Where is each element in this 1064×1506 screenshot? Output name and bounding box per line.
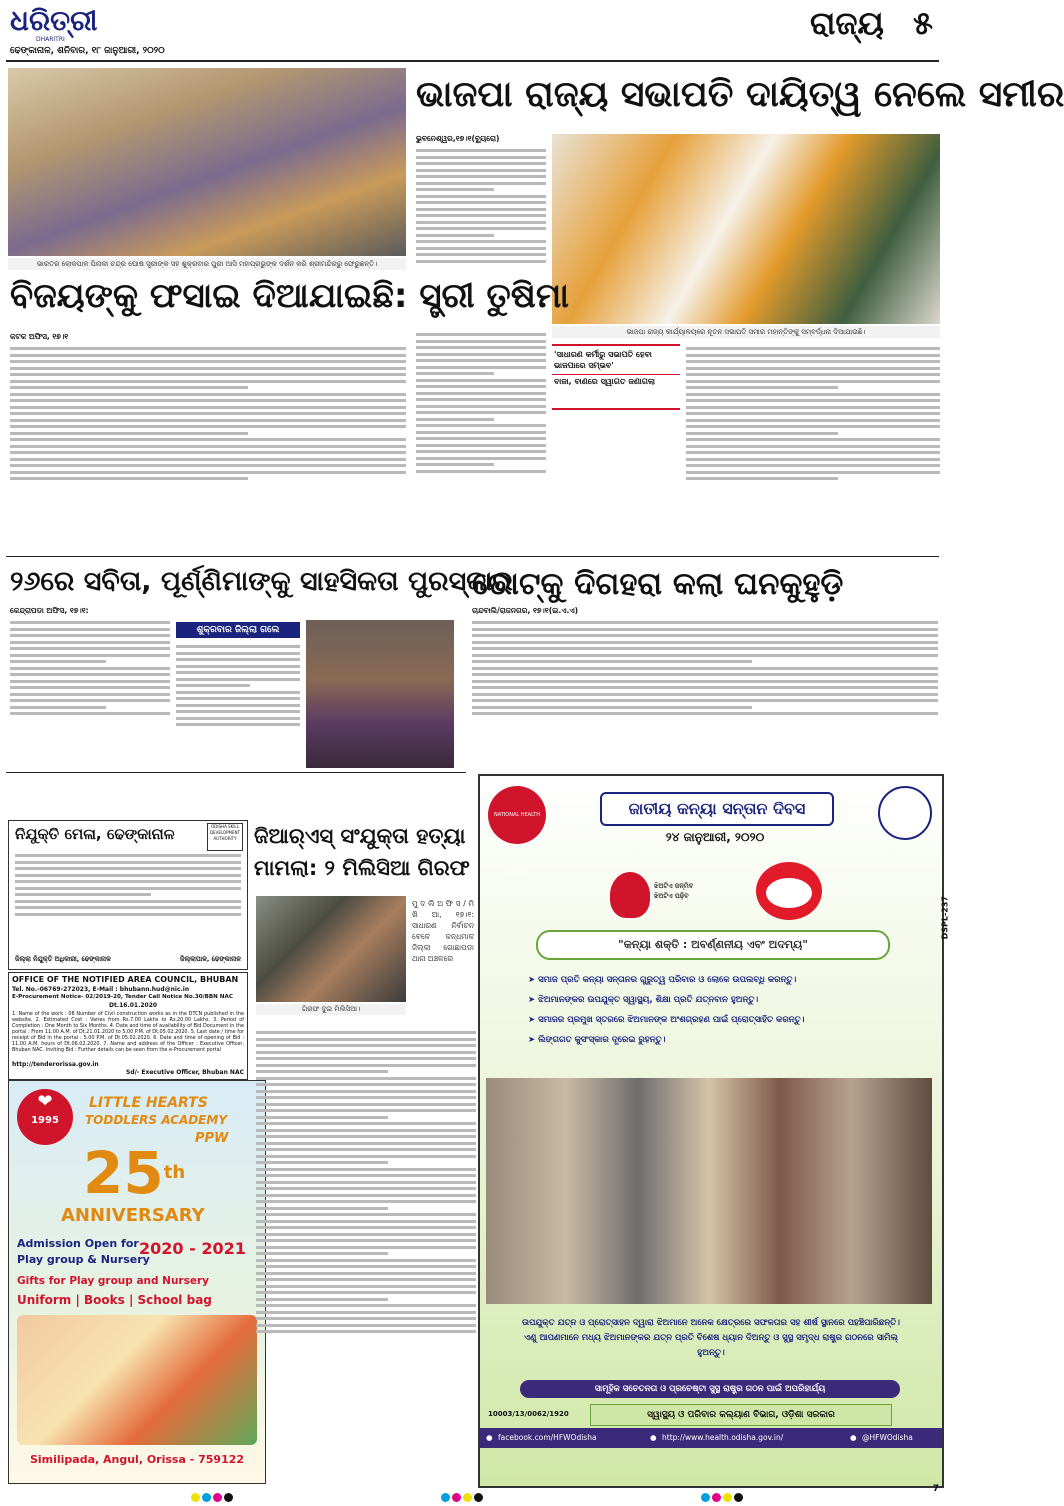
text-line-placeholder bbox=[176, 645, 300, 648]
job-fair-ad bbox=[8, 820, 248, 970]
job-fair-title: ନିଯୁକ୍ତି ମେଳା, ଢେଙ୍କାନାଳ bbox=[15, 825, 175, 843]
tender-portal-link[interactable]: http://tenderorissa.gov.in bbox=[12, 1061, 99, 1068]
text-line-placeholder bbox=[256, 1311, 476, 1314]
text-line-placeholder bbox=[256, 1090, 476, 1093]
text-line-placeholder bbox=[416, 240, 546, 243]
health-bullet-item bbox=[528, 990, 898, 1010]
text-line-placeholder bbox=[256, 1213, 476, 1216]
text-line-placeholder bbox=[256, 1239, 476, 1242]
text-line-placeholder bbox=[416, 392, 546, 395]
text-line-placeholder bbox=[416, 431, 546, 434]
tender-body: 1. Name of the work : 08 Number of Civil construction works as in the DTCN published in the website. 2. Estimated Cost : Varies from Rs.7.00 Lakhs to Rs.20.00 Lakhs. 3. Period of Completion : One Month to Six Months. 4. Date and time of availability of Bid Document in the portal : From 11.00 A.M. of Dt.21.01.2020 to 5.00 P.M. of Dt.05.02.2020. 5. Last date / time for receipt of Bid in the portal : 5.00 P.M. of Dt.05.02.2020. 6. Date and time of opening of Bid : 11.00 A.M. hours of Dt.06.02.2020. 7. Name and address of the Officer : Executive Officer, Bhuban NAC. Inviting Bid : Further details can be seen from the e-Procurement portal bbox=[12, 1011, 244, 1053]
text-line-placeholder bbox=[472, 654, 938, 657]
health-bullet-item bbox=[528, 1010, 898, 1030]
text-line-placeholder bbox=[256, 1252, 388, 1255]
text-line-placeholder bbox=[10, 686, 170, 689]
text-line-placeholder bbox=[416, 457, 546, 460]
text-line-placeholder bbox=[10, 438, 406, 441]
story1-pullquote-1: 'ସାଧାରଣ କର୍ମୀରୁ ସଭାପତି ହେବା ଭାଜପାରେ ସମ୍ଭବ' bbox=[554, 350, 652, 370]
school-badge-year: 1995 bbox=[31, 1115, 59, 1126]
text-line-placeholder bbox=[472, 693, 938, 696]
page-mark: 7 bbox=[932, 1484, 939, 1494]
text-line-placeholder bbox=[256, 1077, 476, 1080]
text-line-placeholder bbox=[416, 162, 546, 165]
text-line-placeholder bbox=[472, 660, 752, 663]
text-line-placeholder bbox=[416, 195, 546, 198]
text-line-placeholder bbox=[10, 628, 170, 631]
text-line-placeholder bbox=[15, 880, 241, 883]
anniversary-number bbox=[83, 1139, 186, 1207]
text-line-placeholder bbox=[686, 347, 940, 350]
text-line-placeholder bbox=[472, 621, 938, 624]
text-line-placeholder bbox=[686, 425, 940, 428]
text-line-placeholder bbox=[15, 900, 241, 903]
health-bullet-list bbox=[528, 970, 898, 1050]
text-line-placeholder bbox=[10, 412, 406, 415]
text-line-placeholder bbox=[686, 451, 940, 454]
health-date: ୨୪ ଜାନୁଆରୀ, ୨୦୨୦ bbox=[665, 830, 765, 844]
admission-line1: Admission Open for bbox=[17, 1237, 139, 1250]
text-line-placeholder bbox=[416, 182, 546, 185]
health-bullet-item bbox=[528, 1030, 898, 1050]
text-line-placeholder bbox=[10, 425, 406, 428]
text-line-placeholder bbox=[256, 1194, 476, 1197]
text-line-placeholder bbox=[256, 1044, 476, 1047]
gifts-line: Gifts for Play group and Nursery bbox=[17, 1275, 210, 1287]
text-line-placeholder bbox=[10, 354, 406, 357]
job-fair-footer-left: ଜିଲ୍ଲା ନିଯୁକ୍ତି ଅଧିକାରୀ, ଢେଙ୍କାନାଳ bbox=[15, 955, 111, 963]
session-years: 2020 - 2021 bbox=[139, 1239, 246, 1258]
text-line-placeholder bbox=[472, 712, 938, 715]
story4-body bbox=[472, 618, 938, 768]
health-bullet-item bbox=[528, 970, 898, 990]
section-label bbox=[810, 4, 933, 43]
story1-pullquote-box bbox=[552, 344, 680, 410]
text-line-placeholder bbox=[416, 463, 494, 466]
text-line-placeholder bbox=[686, 373, 940, 376]
text-line-placeholder bbox=[416, 208, 546, 211]
story5-side-dateline: ମୁ ଦ ଲି ଅ ଫି ସ / ମି ଖି ଆ, ୧୭।୧: ସାଧାରଣ ନିର୍ବାଚନ ବେଳେ କନ୍ଧମାଳ ଜିଲ୍ଲା ଗୋଛାପଡା ଥାନା ଅଞ୍ଚଳରେ bbox=[412, 899, 474, 963]
story1-dateline: ଭୁବନେଶ୍ୱର,୧୭।୧(ବ୍ୟୁରୋ) bbox=[416, 134, 500, 143]
text-line-placeholder bbox=[10, 386, 248, 389]
text-line-placeholder bbox=[10, 432, 248, 435]
text-line-placeholder bbox=[256, 1265, 476, 1268]
website-link[interactable]: http://www.health.odisha.gov.in/ bbox=[662, 1433, 784, 1442]
text-line-placeholder bbox=[10, 699, 170, 702]
admission-line2: Play group & Nursery bbox=[17, 1253, 150, 1266]
text-line-placeholder bbox=[10, 419, 406, 422]
text-line-placeholder bbox=[416, 379, 546, 382]
text-line-placeholder bbox=[256, 1057, 476, 1060]
text-line-placeholder bbox=[686, 406, 940, 409]
achievers-collage bbox=[486, 1078, 932, 1304]
text-line-placeholder bbox=[10, 641, 170, 644]
text-line-placeholder bbox=[10, 634, 170, 637]
text-line-placeholder bbox=[10, 654, 170, 657]
cmyk-dots-left bbox=[190, 1487, 234, 1506]
text-line-placeholder bbox=[256, 1207, 388, 1210]
text-line-placeholder bbox=[686, 458, 940, 461]
logo-text: ଧରିତ୍ରୀ bbox=[10, 4, 98, 37]
text-line-placeholder bbox=[686, 438, 940, 441]
arrow-icon: ➤ bbox=[528, 1015, 536, 1025]
text-line-placeholder bbox=[256, 1064, 476, 1067]
text-line-placeholder bbox=[416, 346, 546, 349]
text-line-placeholder bbox=[416, 470, 546, 473]
text-line-placeholder bbox=[686, 412, 940, 415]
text-line-placeholder bbox=[10, 464, 406, 467]
page-number: ୫ bbox=[913, 4, 933, 42]
text-line-placeholder bbox=[686, 471, 940, 474]
school-ad bbox=[8, 1080, 266, 1484]
text-line-placeholder bbox=[256, 1142, 476, 1145]
text-line-placeholder bbox=[416, 188, 494, 191]
story5-photo-caption: ଗିରଫ ଦୁଇ ମିଲିସିଆ। bbox=[256, 1004, 406, 1015]
story5-body bbox=[256, 1028, 476, 1480]
logo-sub: DHARITRI bbox=[36, 36, 65, 43]
health-ref: 10003/13/0062/1920 bbox=[488, 1410, 569, 1418]
text-line-placeholder bbox=[686, 464, 940, 467]
school-name-tag: PPW bbox=[195, 1131, 229, 1146]
text-line-placeholder bbox=[176, 652, 300, 655]
text-line-placeholder bbox=[15, 874, 241, 877]
anniversary-suffix: th bbox=[163, 1162, 186, 1183]
health-bullet-text: ଲିଙ୍ଗଗତ କୁସଂସ୍କାର ଦୂରେଇ ରୁହନ୍ତୁ। bbox=[538, 1035, 666, 1045]
health-dept: ସ୍ୱାସ୍ଥ୍ୟ ଓ ପରିବାର କଲ୍ୟାଣ ବିଭାଗ, ଓଡ଼ିଶା ସରକାର bbox=[590, 1404, 892, 1426]
text-line-placeholder bbox=[176, 704, 300, 707]
anniversary-number-value: 25 bbox=[83, 1139, 164, 1207]
text-line-placeholder bbox=[15, 906, 241, 909]
text-line-placeholder bbox=[256, 1135, 476, 1138]
school-name-line2: TODDLERS ACADEMY bbox=[85, 1113, 228, 1127]
story2-headline: ବିଜୟଙ୍କୁ ଫସାଇ ଦିଆଯାଇଛି: ସ୍ତ୍ରୀ ତୁଷିମା bbox=[10, 276, 570, 316]
text-line-placeholder bbox=[416, 227, 546, 230]
text-line-placeholder bbox=[472, 673, 938, 676]
girl-face-icon bbox=[756, 862, 822, 920]
text-line-placeholder bbox=[256, 1291, 476, 1294]
health-body: ଉପଯୁକ୍ତ ଯତ୍ନ ଓ ପ୍ରୋତ୍ସାହନ ଦ୍ୱାରା ଝିଅମାନେ ଅନେକ କ୍ଷେତ୍ରରେ ସଫଳତାର ସହ ଶୀର୍ଷ ସ୍ଥାନରେ ପହଞ୍ଚିପାରିଛନ୍ତି। ଏଣୁ ଆପଣମାନେ ମଧ୍ୟ ଝିଅମାନଙ୍କର ଯତ୍ନ ପ୍ରତି ବିଶେଷ ଧ୍ୟାନ ଦିଅନ୍ତୁ ଓ ସୁସ୍ଥ ସମୃଦ୍ଧ ରାଷ୍ଟ୍ର ଗଠନରେ ସାମିଲ୍ ହୁଅନ୍ତୁ। bbox=[521, 1318, 901, 1358]
story1-pullquote-2: ବାଜା, ବାଣରେ ସ୍ୱାଗତ ଜଣାଗଲା bbox=[552, 374, 680, 388]
tender-line1: Tel. No.-06769-272023, E-Mail : bhubann.hud@nic.in bbox=[12, 986, 190, 993]
health-tagline: "କନ୍ୟା ଶକ୍ତି : ଅବର୍ଣ୍ଣନୀୟ ଏବଂ ଅଦମ୍ୟ" bbox=[536, 930, 890, 960]
text-line-placeholder bbox=[416, 201, 546, 204]
text-line-placeholder bbox=[10, 373, 406, 376]
text-line-placeholder bbox=[10, 451, 406, 454]
arrow-icon: ➤ bbox=[528, 1035, 536, 1045]
text-line-placeholder bbox=[686, 393, 940, 396]
text-line-placeholder bbox=[256, 1246, 476, 1249]
text-line-placeholder bbox=[472, 686, 938, 689]
text-line-placeholder bbox=[416, 247, 546, 250]
text-line-placeholder bbox=[10, 399, 406, 402]
text-line-placeholder bbox=[176, 710, 300, 713]
osda-logo bbox=[207, 823, 243, 851]
text-line-placeholder bbox=[256, 1096, 476, 1099]
text-line-placeholder bbox=[472, 706, 752, 709]
tender-sign: Sd/- Executive Officer, Bhuban NAC bbox=[126, 1069, 244, 1076]
heart-icon: ❤ bbox=[37, 1091, 53, 1112]
text-line-placeholder bbox=[416, 253, 546, 256]
text-line-placeholder bbox=[10, 360, 406, 363]
story4-headline: ଭୋଟ୍‌କୁ ଦିଗହରା କଲା ଘନକୁହୁଡ଼ି bbox=[472, 566, 844, 602]
text-line-placeholder bbox=[10, 706, 106, 709]
story3-body bbox=[10, 618, 170, 768]
text-line-placeholder bbox=[416, 385, 546, 388]
school-name-line1: LITTLE HEARTS bbox=[89, 1095, 208, 1111]
text-line-placeholder bbox=[10, 458, 406, 461]
text-line-placeholder bbox=[686, 419, 940, 422]
text-line-placeholder bbox=[256, 1161, 388, 1164]
text-line-placeholder bbox=[416, 411, 546, 414]
slogan-small-1: ଝିଅଟିଏ ଜନ୍ମିବ bbox=[654, 882, 694, 890]
text-line-placeholder bbox=[10, 621, 170, 624]
text-line-placeholder bbox=[176, 723, 300, 726]
text-line-placeholder bbox=[10, 471, 406, 474]
text-line-placeholder bbox=[256, 1109, 476, 1112]
gift-items: Uniform | Books | School bag bbox=[17, 1293, 212, 1307]
nhm-logo bbox=[488, 786, 546, 876]
story2-body bbox=[10, 344, 406, 550]
text-line-placeholder bbox=[256, 1272, 476, 1275]
text-line-placeholder bbox=[256, 1278, 476, 1281]
slogan-small-2: ଝିଅଟିଏ ପଢ଼ିବ bbox=[654, 892, 689, 900]
text-line-placeholder bbox=[15, 854, 241, 857]
text-line-placeholder bbox=[256, 1330, 476, 1333]
dspl-code: DSPL-237 bbox=[940, 896, 949, 940]
photo-bjp-president bbox=[552, 134, 940, 324]
health-social-bar bbox=[480, 1428, 942, 1448]
text-line-placeholder bbox=[256, 1168, 476, 1171]
text-line-placeholder bbox=[176, 684, 250, 687]
text-line-placeholder bbox=[416, 424, 546, 427]
text-line-placeholder bbox=[416, 234, 494, 237]
story3-dateline: କେନ୍ଦ୍ରାପଡା ଅଫିସ, ୧୭।୧: bbox=[10, 606, 89, 615]
photo-left-caption: ଭାରତର ଲୋକପାଳ ପିନାକୀ ଚନ୍ଦ୍ର ଘୋଷ ସ୍ତ୍ରୀଙ୍କ ସହ ଶୁକ୍ରବାର ପୁରୀ ଆସି ମହାପ୍ରଭୁଙ୍କ ଦର୍ଶନ କରି ଶ୍ରୀମନ୍ଦିରରୁ ଫେରୁଛନ୍ତି। bbox=[8, 258, 406, 270]
registration-marks bbox=[0, 1486, 945, 1497]
text-line-placeholder bbox=[472, 699, 938, 702]
text-line-placeholder bbox=[256, 1116, 388, 1119]
story1-headline: ଭାଜପା ରାଜ୍ୟ ସଭାପତି ଦାୟିତ୍ୱ ନେଲେ ସମୀର bbox=[416, 74, 1064, 115]
masthead-logo bbox=[10, 6, 120, 46]
text-line-placeholder bbox=[15, 887, 241, 890]
text-line-placeholder bbox=[176, 717, 300, 720]
masthead-dateline: ଢେଙ୍କାନାଳ, ଶନିବାର, ୧୮ ଜାନୁଆରୀ, ୨୦୨୦ bbox=[10, 46, 165, 56]
tender-line2: E-Procurement Notice- 02/2019-20, Tender Call Notice No.30/BBN NAC bbox=[12, 994, 233, 1000]
text-line-placeholder bbox=[10, 673, 170, 676]
text-line-placeholder bbox=[256, 1304, 476, 1307]
text-line-placeholder bbox=[10, 367, 406, 370]
story1-body-col3 bbox=[686, 344, 940, 550]
text-line-placeholder bbox=[256, 1083, 476, 1086]
text-line-placeholder bbox=[256, 1155, 476, 1158]
text-line-placeholder bbox=[256, 1122, 476, 1125]
text-line-placeholder bbox=[416, 405, 546, 408]
text-line-placeholder bbox=[686, 445, 940, 448]
text-line-placeholder bbox=[686, 432, 838, 435]
cmyk-dots-center bbox=[440, 1487, 484, 1506]
cmyk-dots-right bbox=[700, 1487, 744, 1506]
text-line-placeholder bbox=[256, 1226, 476, 1229]
text-line-placeholder bbox=[10, 393, 406, 396]
story5-headline-line2: ମାମଲା: ୨ ମିଲିସିଆ ଗିରଫ bbox=[254, 856, 470, 880]
text-line-placeholder bbox=[472, 634, 938, 637]
text-line-placeholder bbox=[416, 169, 546, 172]
health-bullet-text: ସମାଜ ପ୍ରତି କନ୍ୟା ସନ୍ତାନର ଗୁରୁତ୍ୱ ପରିବାର ଓ ଲୋକେ ଉପଲବ୍ଧି କରନ୍ତୁ। bbox=[538, 975, 797, 985]
text-line-placeholder bbox=[10, 477, 248, 480]
text-line-placeholder bbox=[10, 693, 170, 696]
text-line-placeholder bbox=[256, 1220, 476, 1223]
text-line-placeholder bbox=[256, 1070, 388, 1073]
text-line-placeholder bbox=[256, 1285, 476, 1288]
text-line-placeholder bbox=[256, 1148, 476, 1151]
text-line-placeholder bbox=[176, 658, 300, 661]
job-fair-body bbox=[15, 851, 241, 947]
text-line-placeholder bbox=[686, 399, 940, 402]
tender-ad bbox=[8, 972, 248, 1080]
text-line-placeholder bbox=[416, 353, 546, 356]
odisha-emblem bbox=[878, 786, 932, 840]
text-line-placeholder bbox=[176, 697, 300, 700]
text-line-placeholder bbox=[10, 680, 170, 683]
text-line-placeholder bbox=[416, 214, 546, 217]
text-line-placeholder bbox=[416, 149, 546, 152]
story4-dateline: ଚାନ୍ଦବାଲି/ରାଜନଗର, ୧୭।୧(ଇ.ଏ.ଏ) bbox=[472, 606, 579, 615]
text-line-placeholder bbox=[256, 1317, 476, 1320]
text-line-placeholder bbox=[256, 1031, 476, 1034]
text-line-placeholder bbox=[15, 861, 241, 864]
text-line-placeholder bbox=[416, 450, 546, 453]
text-line-placeholder bbox=[686, 380, 940, 383]
text-line-placeholder bbox=[416, 260, 546, 263]
story3-body-2 bbox=[176, 642, 300, 768]
text-line-placeholder bbox=[686, 367, 940, 370]
text-line-placeholder bbox=[416, 398, 546, 401]
text-line-placeholder bbox=[10, 347, 406, 350]
text-line-placeholder bbox=[256, 1233, 476, 1236]
story1-photo-caption: ଭାଜପା ରାଜ୍ୟ କାର୍ଯ୍ୟାଳୟରେ ନୂତନ ସଭାପତି ସମୀର ମହାନ୍ତିଙ୍କୁ ସମ୍ବର୍ଦ୍ଧନା ଦିଆଯାଉଛି। bbox=[552, 326, 940, 338]
text-line-placeholder bbox=[472, 628, 938, 631]
text-line-placeholder bbox=[256, 1324, 476, 1327]
text-line-placeholder bbox=[686, 360, 940, 363]
text-line-placeholder bbox=[256, 1038, 476, 1041]
text-line-placeholder bbox=[15, 867, 241, 870]
text-line-placeholder bbox=[472, 647, 938, 650]
text-line-placeholder bbox=[256, 1051, 476, 1054]
text-line-placeholder bbox=[10, 712, 170, 715]
text-line-placeholder bbox=[472, 680, 938, 683]
health-bullet-text: ସମାଜର ପ୍ରମୁଖ ସ୍ତରରେ ଝିଅମାନଙ୍କ ଅଂଶଗ୍ରହଣ ପାଇଁ ପ୍ରୋତ୍ସାହିତ କରନ୍ତୁ। bbox=[538, 1015, 805, 1025]
text-line-placeholder bbox=[416, 175, 546, 178]
health-bullet-text: ଝିଅମାନଙ୍କର ଉପଯୁକ୍ତ ସ୍ୱାସ୍ଥ୍ୟ, ଶିକ୍ଷା ପ୍ରତି ଯତ୍ନବାନ ହୁଅନ୍ତୁ। bbox=[538, 995, 759, 1005]
text-line-placeholder bbox=[686, 354, 940, 357]
text-line-placeholder bbox=[416, 372, 494, 375]
text-line-placeholder bbox=[416, 444, 546, 447]
text-line-placeholder bbox=[10, 380, 406, 383]
text-line-placeholder bbox=[416, 437, 546, 440]
health-ad bbox=[478, 774, 949, 1488]
text-line-placeholder bbox=[416, 340, 546, 343]
section-name: ରାଜ୍ୟ bbox=[809, 4, 884, 42]
text-line-placeholder bbox=[10, 647, 170, 650]
text-line-placeholder bbox=[686, 477, 838, 480]
text-line-placeholder bbox=[10, 445, 406, 448]
tender-title: OFFICE OF THE NOTIFIED AREA COUNCIL, BHUBAN bbox=[12, 975, 239, 984]
text-line-placeholder bbox=[472, 641, 938, 644]
text-line-placeholder bbox=[10, 660, 106, 663]
text-line-placeholder bbox=[256, 1174, 476, 1177]
photo-militia-arrested bbox=[256, 896, 406, 1002]
twitter-icon: ● bbox=[850, 1433, 857, 1442]
text-line-placeholder bbox=[176, 671, 300, 674]
school-address: Similipada, Angul, Orissa - 759122 bbox=[29, 1453, 245, 1466]
text-line-placeholder bbox=[256, 1103, 476, 1106]
text-line-placeholder bbox=[10, 667, 170, 670]
photo-lokpal-puri bbox=[8, 68, 406, 256]
tender-line3: Dt.16.01.2020 bbox=[109, 1002, 158, 1009]
text-line-placeholder bbox=[416, 156, 546, 159]
facebook-link[interactable]: facebook.com/HFWOdisha bbox=[498, 1433, 597, 1442]
school-kids-image bbox=[17, 1315, 257, 1445]
arrow-icon: ➤ bbox=[528, 995, 536, 1005]
school-badge bbox=[17, 1089, 73, 1145]
text-line-placeholder bbox=[15, 893, 151, 896]
story2-dateline: କଟକ ଅଫିସ, ୧୭।୧ bbox=[10, 332, 69, 341]
nhm-logo-text: NATIONAL HEALTH MISSION bbox=[493, 812, 541, 876]
health-footer-band: ସାମୂହିକ ସଚେତନତା ଓ ପ୍ରଚେଷ୍ଟା ସୁସ୍ଥ ରାଷ୍ଟ୍ର ଗଠନ ପାଇଁ ଅପରିହାର୍ଯ୍ୟ bbox=[520, 1380, 900, 1398]
story3-headline: ୨୬ରେ ସବିତା, ପୂର୍ଣ୍ଣିମାଙ୍କୁ ସାହସିକତା ପୁରସ୍କାର bbox=[10, 566, 513, 597]
text-line-placeholder bbox=[256, 1187, 476, 1190]
text-line-placeholder bbox=[472, 667, 938, 670]
text-line-placeholder bbox=[416, 221, 546, 224]
text-line-placeholder bbox=[256, 1200, 476, 1203]
girl-logo bbox=[610, 872, 650, 918]
arrow-icon: ➤ bbox=[528, 975, 536, 985]
story3-tag: ଶୁକ୍ରବାର ଜିଲ୍ଲା ଗଲେ bbox=[176, 622, 300, 638]
story5-headline-line1: ଜିଆର୍‌ଏସ୍ ସଂଯୁକ୍ତା ହତ୍ୟା bbox=[254, 824, 466, 848]
text-line-placeholder bbox=[416, 359, 546, 362]
osda-logo-text: ODISHA SKILL DEVELOPMENT AUTHORITY bbox=[210, 824, 240, 841]
text-line-placeholder bbox=[256, 1259, 476, 1262]
text-line-placeholder bbox=[256, 1181, 476, 1184]
text-line-placeholder bbox=[256, 1298, 388, 1301]
health-title: ଜାତୀୟ କନ୍ୟା ସନ୍ତାନ ଦିବସ bbox=[600, 792, 834, 826]
globe-icon: ● bbox=[650, 1433, 657, 1442]
text-line-placeholder bbox=[176, 665, 300, 668]
text-line-placeholder bbox=[15, 913, 241, 916]
text-line-placeholder bbox=[176, 678, 300, 681]
text-line-placeholder bbox=[10, 406, 406, 409]
facebook-icon: ● bbox=[486, 1433, 493, 1442]
text-line-placeholder bbox=[176, 691, 300, 694]
story1-body-col2 bbox=[416, 330, 546, 548]
anniversary-word: ANNIVERSARY bbox=[61, 1205, 205, 1226]
text-line-placeholder bbox=[256, 1129, 476, 1132]
twitter-link[interactable]: @HFWOdisha bbox=[862, 1433, 913, 1442]
text-line-placeholder bbox=[416, 333, 546, 336]
text-line-placeholder bbox=[686, 386, 838, 389]
text-line-placeholder bbox=[416, 418, 494, 421]
job-fair-footer-right: ଜିଲ୍ଲାପାଳ, ଢେଙ୍କାନାଳ bbox=[179, 955, 241, 963]
text-line-placeholder bbox=[416, 366, 546, 369]
photo-bravery-girls bbox=[306, 620, 454, 768]
